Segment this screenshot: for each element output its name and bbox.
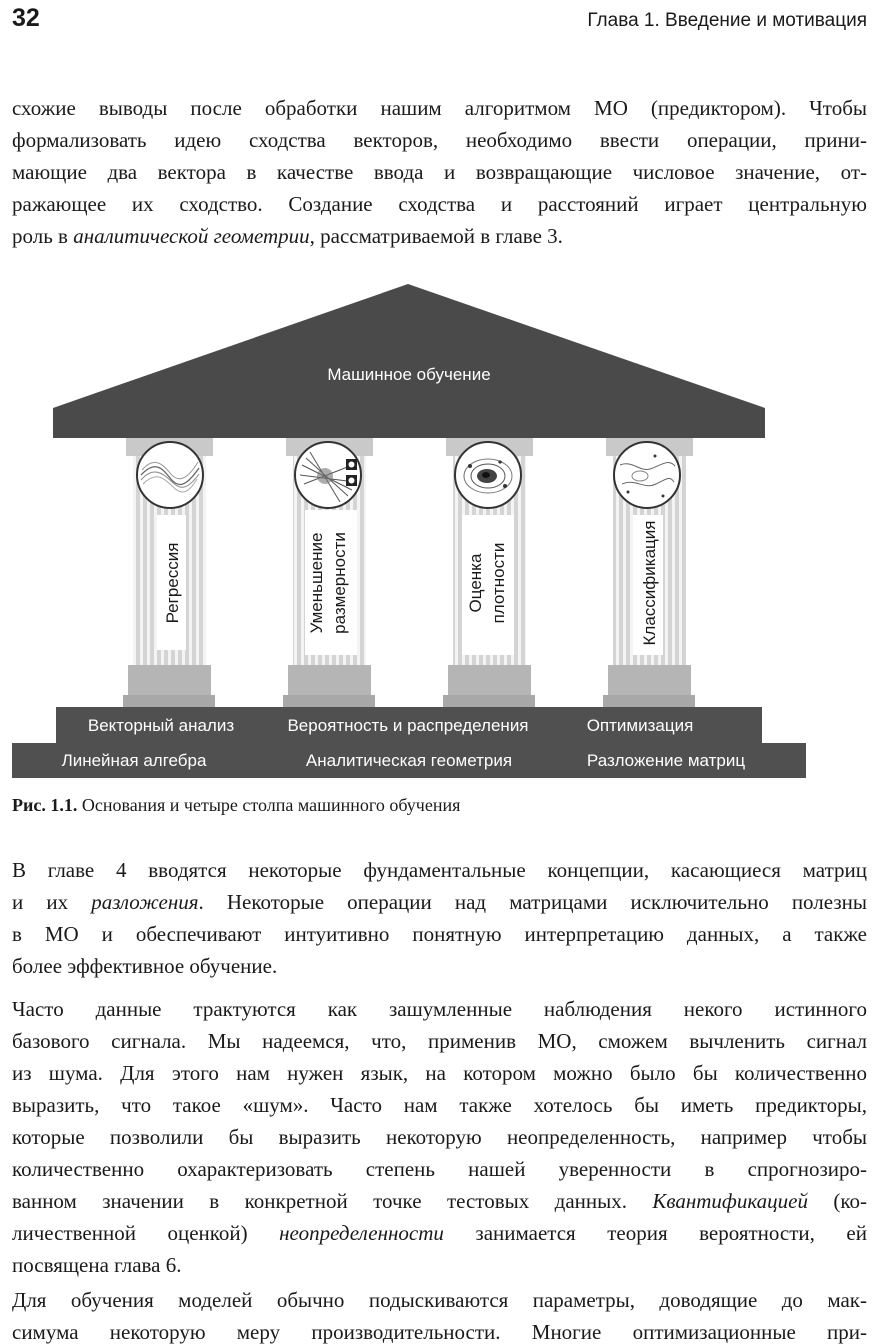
foundation-vector-calculus: Векторный анализ [87,716,235,735]
text-line: базового сигнала. Мы надеемся, что, применив МО, сможем вычленить сигнал [12,1029,867,1053]
text-line: Для обучения моделей обычно подыскиваются параметры, доводящие до мак- [12,1288,867,1312]
text-line: из шума. Для этого нам нужен язык, на котором можно было бы количественно [12,1061,867,1085]
pillar-dimensionality-reduction [283,438,375,707]
text-line: количественно охарактеризовать степень нашей уверенности в спрогнозиро- [12,1157,867,1181]
pillar-label-line-1: Оценка [466,553,485,613]
figure-ml-pillars [0,270,873,790]
text-line: В главе 4 вводятся некоторые фундаментальные концепции, касающиеся матриц [12,858,867,882]
text-line: выразить, что такое «шум». Часто нам также хотелось бы иметь предикторы, [12,1093,867,1117]
pillar-regression [123,438,215,707]
pillar-density-estimation [443,438,535,707]
pillar-classification [603,438,695,707]
pillar-label: Регрессия [163,542,182,624]
figure-label: Рис. 1.1. [12,795,78,815]
pillar-label-line-2: размерности [330,532,349,634]
pillar-label-line-2: плотности [489,542,508,624]
text-line: роль в аналитической геометрии, рассматриваемой в главе 3. [12,224,563,248]
paragraph-2 [12,854,867,982]
chapter-title: Глава 1. Введение и мотивация [587,10,867,31]
running-head [12,4,867,36]
text-line: личественной оценкой) неопределенности занимается теория вероятности, ей [12,1221,867,1245]
caption-text: Основания и четыре столпа машинного обучения [77,795,461,815]
foundation-matrix-decomposition: Разложение матриц [586,751,746,770]
foundation-analytic-geometry: Аналитическая геометрия [305,751,513,770]
text-line: Часто данные трактуются как зашумленные наблюдения некого истинного [12,997,867,1021]
text-line: посвящена глава 6. [12,1253,182,1277]
density-contour-icon [464,459,512,493]
text-line: которые позволили бы выразить некоторую неопределенность, например чтобы [12,1125,867,1149]
page-number: 32 [12,4,40,32]
pillar-label-line-1: Уменьшение [307,532,326,634]
foundation-linear-algebra: Линейная алгебра [61,751,207,770]
text-line: ванном значении в конкретной точке тестовых данных. Квантификацией (ко- [12,1189,868,1213]
term-uncertainty: неопределенности [279,1221,444,1245]
foundation-optimization: Оптимизация [586,716,694,735]
foundation-probability: Вероятность и распределения [287,716,529,735]
text-line: формализовать идею сходства векторов, необходимо ввести операции, прини- [12,128,867,152]
paragraph-3 [12,993,867,1281]
text-line: мающие два вектора в качестве ввода и возвращающие числовое значение, от- [12,160,867,184]
roof-label: Машинное обучение [327,365,491,384]
temple-roof [53,284,765,438]
term-quantification: Квантификацией [652,1189,808,1213]
paragraph-1 [12,92,867,252]
paragraph-4 [12,1284,867,1344]
text-line: схожие выводы после обработки нашим алгоритмом МО (предиктором). Чтобы [12,96,867,120]
text-line: симума некоторую меру производительности. Многие оптимизационные при- [12,1320,867,1344]
text-line: ражающее их сходство. Создание сходства и расстояний играет центральную [12,192,867,216]
text-line: в МО и обеспечивают интуитивно понятную интерпретацию данных, а также [12,922,867,946]
term-decomposition: разложения [91,890,199,914]
pillar-label: Классификация [640,520,659,646]
figure-caption [12,793,460,817]
text-line: более эффективное обучение. [12,954,278,978]
term-analytic-geometry: аналитической геометрии [73,224,310,248]
text-line: и их разложения. Некоторые операции над матрицами исключительно полезны [12,890,867,914]
